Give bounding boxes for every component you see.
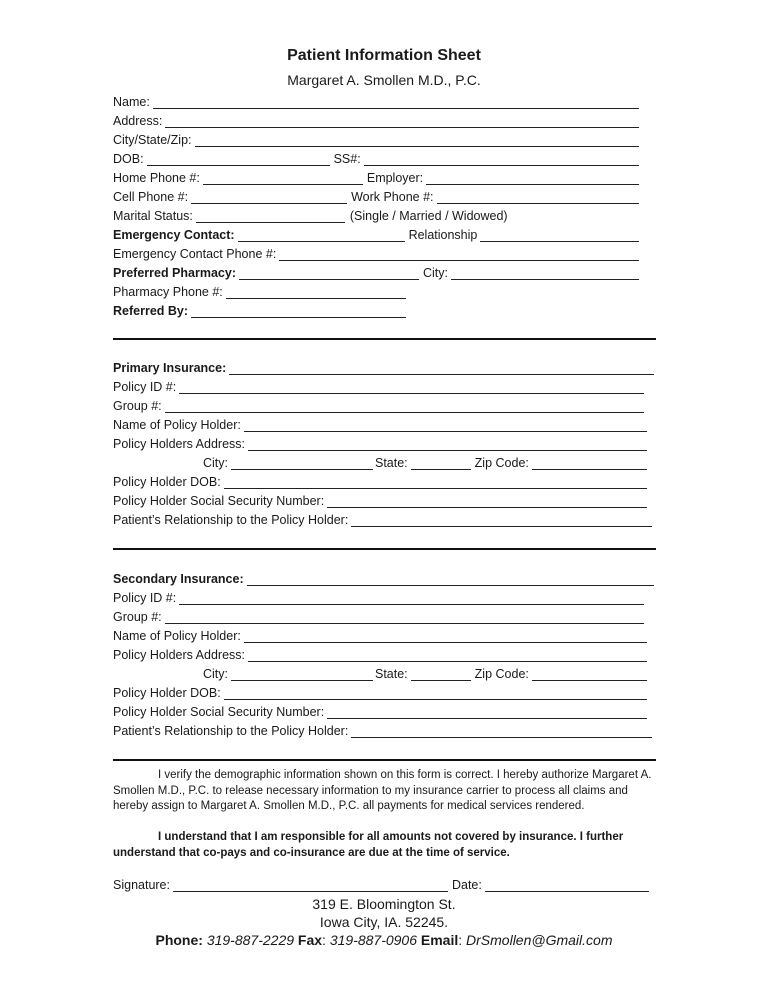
primary-city-label: City: — [203, 456, 228, 470]
emergency-phone-row — [113, 242, 641, 261]
primary-city-field[interactable] — [231, 455, 373, 470]
primary-insurance-field[interactable] — [229, 360, 654, 375]
primary-group-label: Group #: — [113, 399, 162, 413]
authorization-text: I verify the demographic information shown on this form is correct. I hereby authorize Margaret A. Smollen M.D., P.C. to release necessary information to my insurance carrier to process all claims and hereby assign to Margaret A. Smollen M.D., P.C. all payments for medical services rendered. — [113, 769, 652, 812]
secondary-policy-id-field[interactable] — [179, 590, 644, 605]
section-divider — [113, 338, 656, 340]
secondary-holder-address-label: Policy Holders Address: — [113, 648, 246, 662]
address-city: Iowa City, IA. 52245. — [319, 914, 449, 930]
secondary-group-field[interactable] — [165, 609, 644, 624]
secondary-holder-address-field[interactable] — [248, 647, 647, 662]
referred-by-field[interactable] — [191, 303, 406, 318]
primary-holder-address-label: Policy Holders Address: — [113, 437, 246, 451]
secondary-holder-dob-field[interactable] — [224, 685, 647, 700]
secondary-zip-label: Zip Code: — [474, 667, 529, 681]
secondary-city-state-zip-row — [203, 662, 649, 681]
relationship-label: Relationship — [408, 228, 478, 242]
signature-field[interactable] — [173, 877, 448, 892]
relationship-field[interactable] — [480, 227, 639, 242]
dob-field[interactable] — [147, 151, 330, 166]
practice-name: Margaret A. Smollen M.D., P.C. — [287, 72, 481, 88]
home-phone-row — [113, 166, 641, 185]
address-label: Address: — [113, 114, 163, 128]
secondary-relationship-label: Patient’s Relationship to the Policy Holder: — [113, 724, 349, 738]
email-colon: : — [458, 932, 463, 948]
secondary-holder-name-field[interactable] — [244, 628, 647, 643]
secondary-holder-ssn-label: Policy Holder Social Security Number: — [113, 705, 325, 719]
preferred-pharmacy-label: Preferred Pharmacy: — [113, 266, 236, 280]
dob-ssn-row — [113, 147, 641, 166]
primary-insurance-row — [113, 356, 656, 375]
emergency-contact-field[interactable] — [238, 227, 405, 242]
secondary-relationship-field[interactable] — [351, 723, 652, 738]
work-phone-label: Work Phone #: — [351, 190, 434, 204]
primary-holder-ssn-row — [113, 489, 649, 508]
primary-holder-name-field[interactable] — [244, 417, 647, 432]
secondary-insurance-heading: Secondary Insurance: — [113, 572, 244, 586]
emergency-phone-field[interactable] — [279, 246, 639, 261]
address-street: 319 E. Bloomington St. — [312, 896, 456, 912]
secondary-insurance-field[interactable] — [247, 571, 654, 586]
address-field[interactable] — [165, 113, 639, 128]
emergency-contact-label: Emergency Contact: — [113, 228, 235, 242]
authorization-paragraph — [113, 768, 653, 815]
primary-holder-name-row — [113, 413, 649, 432]
signature-row — [113, 873, 651, 892]
primary-city-state-zip-row — [203, 451, 649, 470]
primary-zip-field[interactable] — [532, 455, 647, 470]
fax-number: 319-887-0906 — [329, 932, 417, 948]
phone-number: 319-887-2229 — [206, 932, 295, 948]
secondary-holder-dob-row — [113, 681, 649, 700]
home-phone-label: Home Phone #: — [113, 171, 200, 185]
secondary-policy-id-row — [113, 586, 646, 605]
fax-label: Fax — [297, 932, 323, 948]
primary-holder-ssn-field[interactable] — [327, 493, 647, 508]
secondary-holder-ssn-row — [113, 700, 649, 719]
secondary-holder-name-row — [113, 624, 649, 643]
employer-label: Employer: — [366, 171, 424, 185]
page-title: Patient Information Sheet — [287, 47, 481, 64]
primary-holder-ssn-label: Policy Holder Social Security Number: — [113, 494, 325, 508]
pharmacy-row — [113, 261, 641, 280]
ssn-field[interactable] — [364, 151, 639, 166]
primary-group-row — [113, 394, 646, 413]
signature-label: Signature: — [113, 878, 170, 892]
email-address[interactable]: DrSmollen@Gmail.com — [466, 932, 613, 948]
section-divider — [113, 548, 656, 550]
primary-insurance-heading: Primary Insurance: — [113, 361, 227, 375]
city-state-zip-label: City/State/Zip: — [113, 133, 192, 147]
primary-state-label: State: — [375, 456, 408, 470]
cell-phone-label: Cell Phone #: — [113, 190, 189, 204]
marital-options: (Single / Married / Widowed) — [349, 209, 508, 223]
primary-holder-address-row — [113, 432, 649, 451]
secondary-holder-dob-label: Policy Holder DOB: — [113, 686, 221, 700]
secondary-policy-id-label: Policy ID #: — [113, 591, 177, 605]
primary-policy-id-row — [113, 375, 646, 394]
primary-state-field[interactable] — [411, 455, 471, 470]
phone-label: Phone: — [155, 932, 203, 948]
secondary-group-row — [113, 605, 646, 624]
dob-label: DOB: — [113, 152, 144, 166]
responsibility-paragraph — [113, 830, 653, 861]
secondary-state-field[interactable] — [411, 666, 471, 681]
responsibility-text: I understand that I am responsible for all amounts not covered by insurance. I further understand that co-pays and co-insurance are due at the time of service. — [113, 831, 624, 859]
primary-group-field[interactable] — [165, 398, 644, 413]
emergency-contact-row — [113, 223, 641, 242]
cell-phone-row — [113, 185, 641, 204]
secondary-city-label: City: — [203, 667, 228, 681]
address-row — [113, 109, 641, 128]
marital-status-row — [113, 204, 641, 223]
date-label: Date: — [451, 878, 482, 892]
primary-policy-id-label: Policy ID #: — [113, 380, 177, 394]
primary-holder-dob-field[interactable] — [224, 474, 647, 489]
employer-field[interactable] — [426, 170, 639, 185]
secondary-holder-address-row — [113, 643, 649, 662]
marital-status-label: Marital Status: — [113, 209, 193, 223]
home-phone-field[interactable] — [203, 170, 363, 185]
primary-zip-label: Zip Code: — [474, 456, 529, 470]
primary-relationship-field[interactable] — [351, 512, 652, 527]
primary-policy-id-field[interactable] — [179, 379, 644, 394]
pharmacy-phone-row — [113, 280, 408, 299]
primary-holder-name-label: Name of Policy Holder: — [113, 418, 241, 432]
pharmacy-phone-field[interactable] — [226, 284, 406, 299]
city-state-zip-row — [113, 128, 641, 147]
section-divider — [113, 759, 656, 761]
email-label: Email — [420, 932, 459, 948]
name-label: Name: — [113, 95, 150, 109]
city-state-zip-field[interactable] — [195, 132, 640, 147]
primary-holder-dob-label: Policy Holder DOB: — [113, 475, 221, 489]
secondary-holder-name-label: Name of Policy Holder: — [113, 629, 241, 643]
referred-by-row — [113, 299, 408, 318]
secondary-zip-field[interactable] — [532, 666, 647, 681]
secondary-state-label: State: — [375, 667, 408, 681]
name-row — [113, 90, 641, 109]
secondary-holder-ssn-field[interactable] — [327, 704, 647, 719]
fax-colon: : — [322, 932, 326, 948]
cell-phone-field[interactable] — [191, 189, 347, 204]
contact-line — [0, 932, 768, 948]
primary-holder-address-field[interactable] — [248, 436, 647, 451]
secondary-insurance-row — [113, 567, 656, 586]
preferred-pharmacy-field[interactable] — [239, 265, 419, 280]
ssn-label: SS#: — [333, 152, 361, 166]
secondary-relationship-row — [113, 719, 654, 738]
date-field[interactable] — [485, 877, 649, 892]
referred-by-label: Referred By: — [113, 304, 189, 318]
pharmacy-city-field[interactable] — [451, 265, 639, 280]
secondary-group-label: Group #: — [113, 610, 162, 624]
primary-holder-dob-row — [113, 470, 649, 489]
name-field[interactable] — [153, 94, 639, 109]
primary-relationship-label: Patient’s Relationship to the Policy Holder: — [113, 513, 349, 527]
secondary-city-field[interactable] — [231, 666, 373, 681]
pharmacy-phone-label: Pharmacy Phone #: — [113, 285, 223, 299]
pharmacy-city-label: City: — [422, 266, 448, 280]
primary-relationship-row — [113, 508, 654, 527]
marital-status-field[interactable] — [196, 208, 345, 223]
emergency-phone-label: Emergency Contact Phone #: — [113, 247, 277, 261]
work-phone-field[interactable] — [437, 189, 639, 204]
